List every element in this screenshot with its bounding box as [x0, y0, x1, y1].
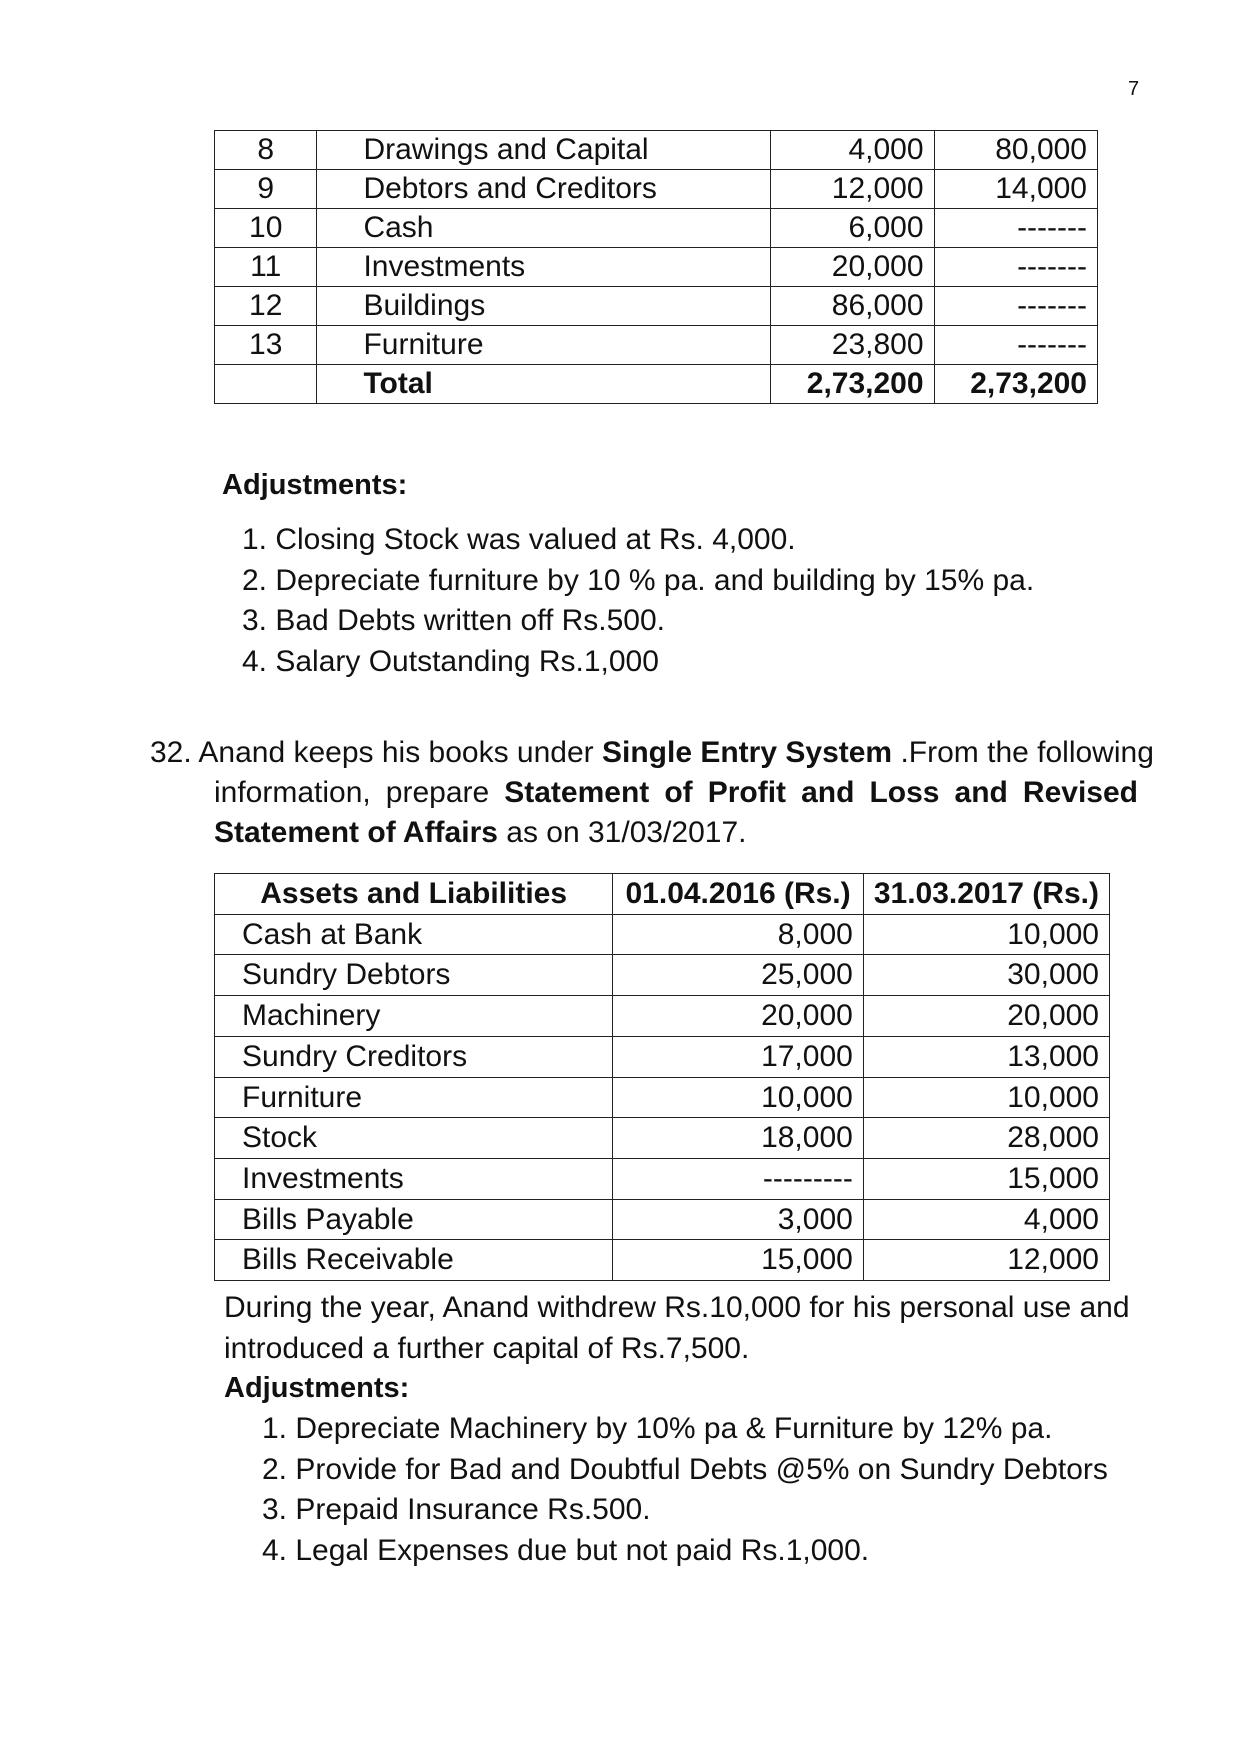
- table-row: [215, 248, 1098, 287]
- question-text: .From the following: [892, 736, 1154, 769]
- adjustments-heading: Adjustments:: [224, 1372, 410, 1404]
- table-row: [215, 170, 1098, 209]
- table-row: [215, 209, 1098, 248]
- row-number: 8: [215, 131, 317, 170]
- table-row: [215, 1240, 1110, 1281]
- total-label: Total: [317, 365, 771, 404]
- list-item: 1. Closing Stock was valued at Rs. 4,000.: [242, 523, 796, 556]
- list-item: 1. Depreciate Machinery by 10% pa & Furniture by 12% pa.: [262, 1412, 1053, 1445]
- question-text: as on 31/03/2017.: [497, 816, 747, 849]
- row-number: 13: [215, 326, 317, 365]
- table-row: [215, 1118, 1110, 1159]
- list-item: 4. Salary Outstanding Rs.1,000: [242, 644, 659, 678]
- during-year-paragraph: [224, 1288, 1144, 1369]
- page-number: 7: [1128, 78, 1140, 100]
- row-value-2017: 13,000: [863, 1036, 1109, 1077]
- question-32-line-3: [214, 813, 746, 853]
- question-text: information, prepare: [214, 776, 505, 809]
- table-row: [215, 955, 1110, 996]
- table-row: [215, 131, 1098, 170]
- row-value-2017: 12,000: [863, 1240, 1109, 1281]
- row-value-2016: 3,000: [613, 1199, 864, 1240]
- row-value-2017: 28,000: [863, 1118, 1109, 1159]
- assets-liabilities-table: [214, 873, 1110, 1281]
- adjustments-heading: Adjustments:: [222, 469, 408, 501]
- row-value-2016: 18,000: [613, 1118, 864, 1159]
- row-item: Cash at Bank: [215, 914, 613, 955]
- trial-balance-table: [214, 130, 1098, 404]
- row-item: Furniture: [215, 1077, 613, 1118]
- table-row: [215, 287, 1098, 326]
- row-item: Bills Receivable: [215, 1240, 613, 1281]
- row-particular: Furniture: [317, 326, 771, 365]
- table-row: [215, 996, 1110, 1037]
- column-header: 31.03.2017 (Rs.): [863, 874, 1109, 915]
- row-value-2016: 25,000: [613, 955, 864, 996]
- row-value-2016: 8,000: [613, 914, 864, 955]
- row-value-2017: 20,000: [863, 996, 1109, 1037]
- row-particular: Investments: [317, 248, 771, 287]
- row-credit: -------: [934, 209, 1097, 248]
- table-row: [215, 1158, 1110, 1199]
- list-item: 4. Legal Expenses due but not paid Rs.1,000.: [262, 1533, 870, 1567]
- total-debit: 2,73,200: [771, 365, 934, 404]
- list-item: 3. Bad Debts written off Rs.500.: [242, 604, 666, 637]
- row-particular: Debtors and Creditors: [317, 170, 771, 209]
- adjustments-list: [242, 520, 1034, 682]
- row-value-2017: 4,000: [863, 1199, 1109, 1240]
- row-item: Sundry Debtors: [215, 955, 613, 996]
- table-header-row: [215, 874, 1110, 915]
- row-debit: 20,000: [771, 248, 934, 287]
- row-value-2016: 10,000: [613, 1077, 864, 1118]
- table-row: [215, 1036, 1110, 1077]
- row-item: Bills Payable: [215, 1199, 613, 1240]
- row-credit: -------: [934, 326, 1097, 365]
- column-header: Assets and Liabilities: [215, 874, 613, 915]
- row-number: 10: [215, 209, 317, 248]
- question-bold-text: Statement of Affairs: [214, 816, 498, 849]
- row-credit: -------: [934, 287, 1097, 326]
- row-credit: -------: [934, 248, 1097, 287]
- row-number: 9: [215, 170, 317, 209]
- row-item: Stock: [215, 1118, 613, 1159]
- row-particular: Buildings: [317, 287, 771, 326]
- row-value-2017: 30,000: [863, 955, 1109, 996]
- table-row: [215, 1199, 1110, 1240]
- row-value-2016: 17,000: [613, 1036, 864, 1077]
- row-number: 11: [215, 248, 317, 287]
- row-value-2016: ---------: [613, 1158, 864, 1199]
- total-number-cell: [215, 365, 317, 404]
- row-value-2016: 15,000: [613, 1240, 864, 1281]
- row-value-2017: 10,000: [863, 914, 1109, 955]
- row-value-2017: 15,000: [863, 1158, 1109, 1199]
- list-item: 2. Depreciate furniture by 10 % pa. and building by 15% pa.: [242, 563, 1035, 597]
- row-number: 12: [215, 287, 317, 326]
- question-bold-text: Single Entry System: [602, 736, 893, 769]
- row-item: Sundry Creditors: [215, 1036, 613, 1077]
- question-bold-text: Statement of Profit and Loss and Revised: [504, 776, 1138, 809]
- row-particular: Drawings and Capital: [317, 131, 771, 170]
- row-debit: 4,000: [771, 131, 934, 170]
- total-row: [215, 365, 1098, 404]
- total-credit: 2,73,200: [934, 365, 1097, 404]
- row-value-2017: 10,000: [863, 1077, 1109, 1118]
- table-row: [215, 914, 1110, 955]
- row-debit: 23,800: [771, 326, 934, 365]
- adjustments-list: [262, 1409, 1108, 1571]
- table-row: [215, 1077, 1110, 1118]
- table-row: [215, 326, 1098, 365]
- row-item: Machinery: [215, 996, 613, 1037]
- row-debit: 12,000: [771, 170, 934, 209]
- row-credit: 80,000: [934, 131, 1097, 170]
- list-item: 3. Prepaid Insurance Rs.500.: [262, 1493, 651, 1526]
- row-debit: 86,000: [771, 287, 934, 326]
- column-header: 01.04.2016 (Rs.): [613, 874, 864, 915]
- paragraph-line: During the year, Anand withdrew Rs.10,000 for his personal use and: [224, 1291, 1130, 1324]
- question-32-line-2: [214, 773, 1138, 813]
- row-value-2016: 20,000: [613, 996, 864, 1037]
- paragraph-line: introduced a further capital of Rs.7,500.: [224, 1331, 750, 1365]
- question-32-line-1: [150, 733, 1154, 773]
- row-item: Investments: [215, 1158, 613, 1199]
- row-particular: Cash: [317, 209, 771, 248]
- question-text: 32. Anand keeps his books under: [150, 736, 602, 769]
- row-debit: 6,000: [771, 209, 934, 248]
- row-credit: 14,000: [934, 170, 1097, 209]
- list-item: 2. Provide for Bad and Doubtful Debts @5% on Sundry Debtors: [262, 1452, 1108, 1486]
